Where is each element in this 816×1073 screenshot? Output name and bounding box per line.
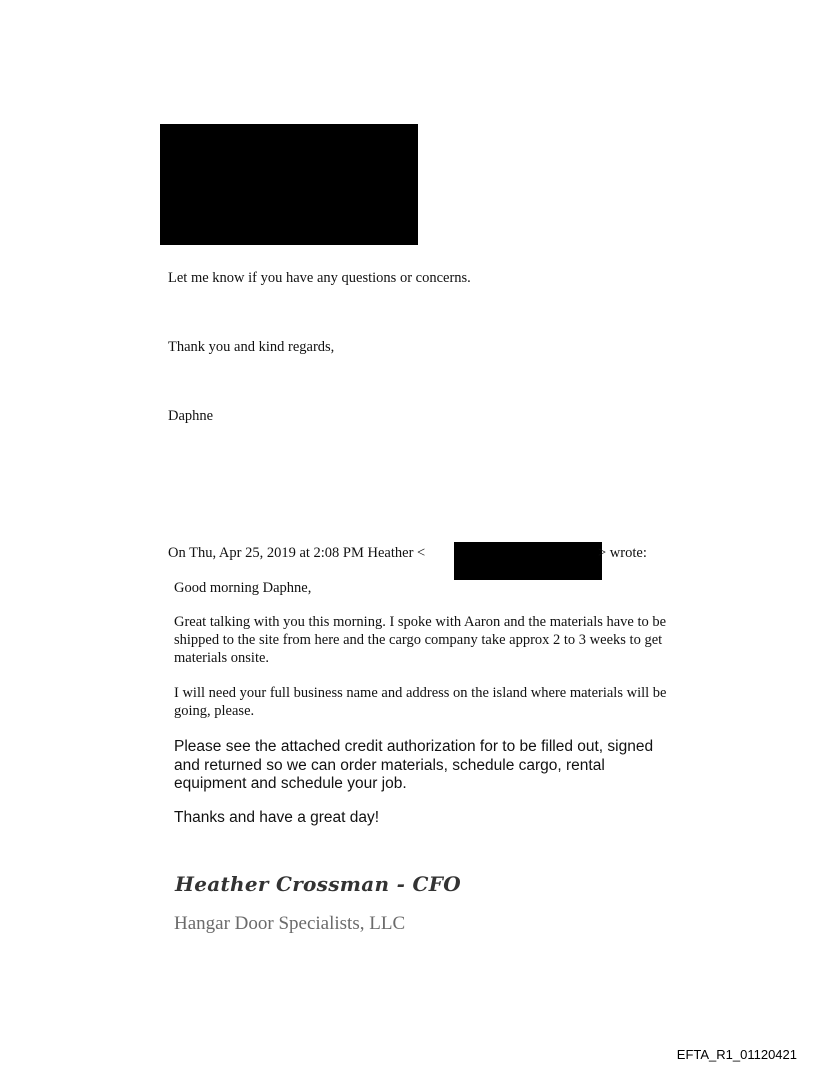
signoff: Thank you and kind regards, (168, 339, 335, 355)
quoted-paragraph-2: I will need your full business name and address on the island where materials will be going, please. (174, 685, 667, 719)
signature-name: Heather Crossman - CFO (175, 872, 461, 896)
quoted-greeting: Good morning Daphne, (174, 580, 312, 596)
quoted-paragraph-3: Please see the attached credit authorization for to be filled out, signed and returned so we can order materials, schedule cargo, rental equipment and schedule your job. (174, 738, 654, 792)
redaction-email-block (454, 542, 602, 580)
closing-line: Let me know if you have any questions or concerns. (168, 270, 471, 286)
signature-company: Hangar Door Specialists, LLC (174, 913, 406, 934)
sender-name: Daphne (168, 408, 214, 424)
redaction-block (160, 124, 418, 245)
document-id: EFTA_R1_01120421 (676, 1047, 797, 1062)
quoted-header-prefix: On Thu, Apr 25, 2019 at 2:08 PM Heather < (168, 545, 426, 561)
quoted-thanks: Thanks and have a great day! (174, 809, 380, 826)
quoted-paragraph-1: Great talking with you this morning. I spoke with Aaron and the materials have to be shipped to the site from here and the cargo company take approx 2 to 3 weeks to get materials onsite. (174, 614, 667, 666)
quoted-header (168, 544, 425, 562)
quoted-header-suffix: > wrote: (598, 545, 647, 561)
